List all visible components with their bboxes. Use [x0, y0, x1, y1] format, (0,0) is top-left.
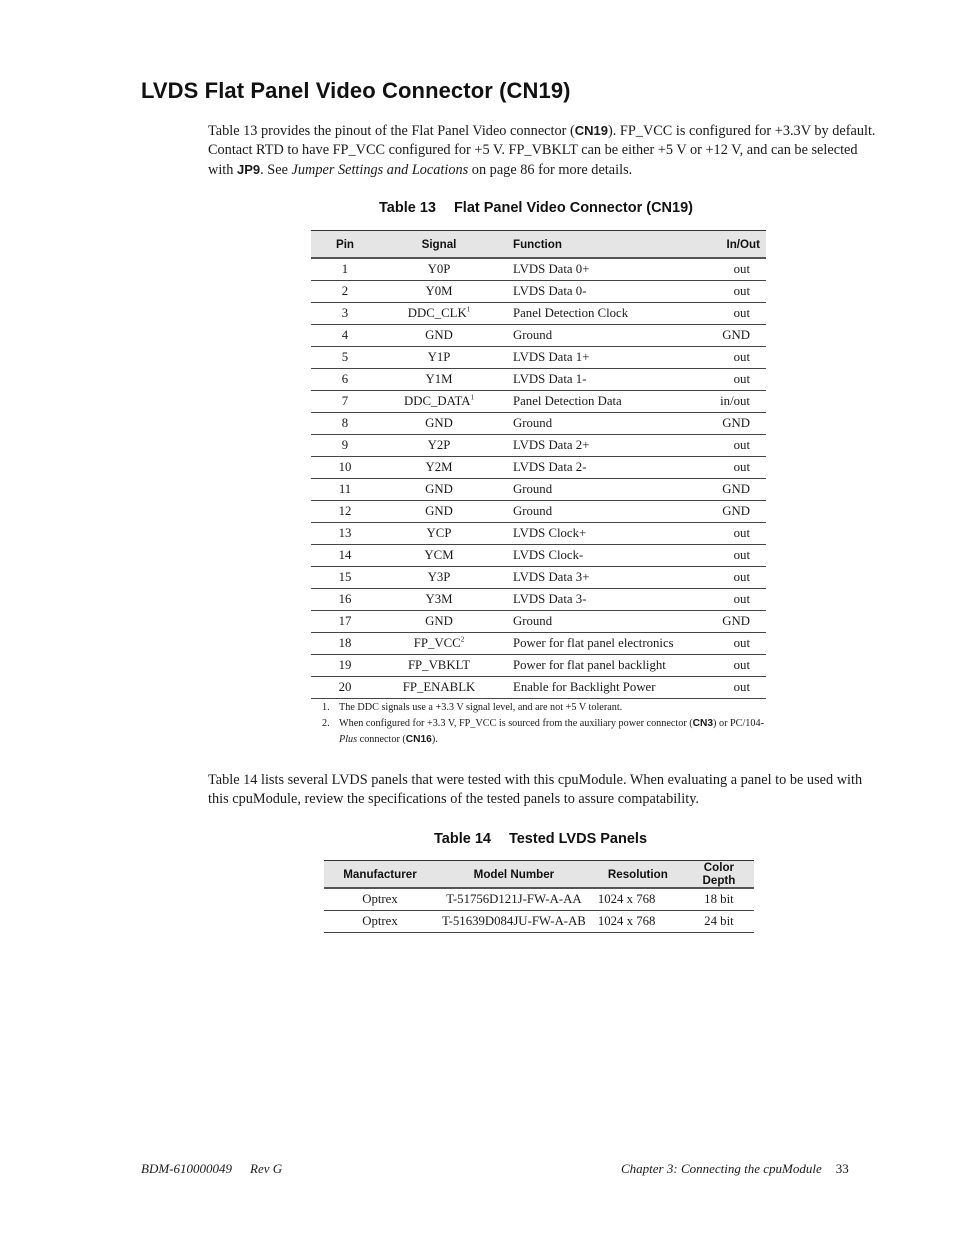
signal-name: Y1M	[425, 372, 453, 386]
pin-cell: 6	[311, 369, 379, 391]
table-header-row	[324, 861, 754, 889]
caption-title: Flat Panel Video Connector (CN19)	[453, 200, 693, 216]
footnote-segment: When configured for +3.3 V, FP_VCC is sourced from the auxiliary power connector (	[339, 718, 693, 729]
direction-cell: out	[690, 589, 766, 611]
intro-link-text: Jumper Settings and Locations	[291, 162, 469, 178]
table-row	[311, 413, 766, 435]
footnote-bold: CN3	[692, 718, 714, 729]
intro-text: on page 86 for more details.	[468, 162, 633, 178]
table-row	[311, 567, 766, 589]
pin-cell: 16	[311, 589, 379, 611]
pin-cell: 18	[311, 633, 379, 655]
table13-caption	[379, 200, 693, 216]
signal-cell	[379, 347, 499, 369]
pin-cell: 8	[311, 413, 379, 435]
signal-name: Y3M	[425, 592, 453, 606]
footnote	[322, 700, 772, 716]
table-row	[311, 523, 766, 545]
direction-cell: GND	[690, 501, 766, 523]
signal-cell	[379, 633, 499, 655]
color-depth-cell: 24 bit	[684, 911, 754, 933]
pin-cell: 13	[311, 523, 379, 545]
signal-cell	[379, 413, 499, 435]
caption-number: Table 14	[434, 831, 491, 847]
table-row	[311, 633, 766, 655]
signal-name: FP_ENABLK	[402, 680, 476, 694]
function-cell: LVDS Data 3-	[499, 589, 690, 611]
pin-cell: 12	[311, 501, 379, 523]
footnote-segment: ).	[431, 734, 438, 745]
resolution-cell: 1024 x 768	[592, 888, 684, 911]
table-row	[311, 545, 766, 567]
footnote	[322, 716, 772, 748]
table-row	[311, 347, 766, 369]
column-header: In/Out	[690, 231, 766, 259]
signal-name: GND	[425, 328, 453, 342]
pin-cell: 7	[311, 391, 379, 413]
table-row	[311, 391, 766, 413]
signal-name: GND	[425, 504, 453, 518]
function-cell: Power for flat panel backlight	[499, 655, 690, 677]
intro-text: ). FP_VCC is configured for +3.3V by default. Contact RTD to have FP_VCC configured for +5 V. FP_VBKLT can be either +5 V or +12 V, and can be selected with	[208, 123, 876, 178]
table-row	[311, 611, 766, 633]
direction-cell: out	[690, 655, 766, 677]
signal-name: FP_VCC	[413, 636, 461, 650]
tested-panels-table	[324, 860, 754, 933]
table-row	[311, 589, 766, 611]
direction-cell: out	[690, 633, 766, 655]
direction-cell: out	[690, 258, 766, 281]
pin-cell: 19	[311, 655, 379, 677]
document-number: BDM-610000049	[141, 1161, 232, 1176]
signal-cell	[379, 567, 499, 589]
signal-cell	[379, 435, 499, 457]
footnote-text	[339, 716, 772, 748]
manufacturer-cell: Optrex	[324, 888, 436, 911]
model-cell: T-51639D084JU-FW-A-AB	[436, 911, 592, 933]
pin-cell: 17	[311, 611, 379, 633]
column-header: Color Depth	[684, 861, 754, 889]
intro-bold: CN19	[574, 123, 608, 138]
table-footnotes	[322, 700, 772, 748]
table-row	[311, 655, 766, 677]
function-cell: Ground	[499, 479, 690, 501]
signal-cell	[379, 479, 499, 501]
pin-cell: 20	[311, 677, 379, 699]
resolution-cell: 1024 x 768	[592, 911, 684, 933]
pin-cell: 11	[311, 479, 379, 501]
direction-cell: out	[690, 435, 766, 457]
function-cell: Ground	[499, 611, 690, 633]
column-header: Resolution	[592, 861, 684, 889]
function-cell: LVDS Data 1-	[499, 369, 690, 391]
footnote-italic: Plus	[339, 734, 358, 745]
table-row	[311, 479, 766, 501]
table14-caption	[434, 831, 647, 847]
table-body	[311, 258, 766, 699]
function-cell: LVDS Data 2-	[499, 457, 690, 479]
column-header: Model Number	[436, 861, 592, 889]
footnote-marker: 1	[466, 305, 471, 314]
pin-cell: 2	[311, 281, 379, 303]
signal-cell	[379, 391, 499, 413]
direction-cell: GND	[690, 611, 766, 633]
footnote-text: The DDC signals use a +3.3 V signal level, and are not +5 V tolerant.	[339, 702, 623, 713]
table-row	[324, 888, 754, 911]
direction-cell: GND	[690, 479, 766, 501]
footnote-number: 2.	[322, 718, 330, 729]
function-cell: Enable for Backlight Power	[499, 677, 690, 699]
column-header: Manufacturer	[324, 861, 436, 889]
pin-cell: 10	[311, 457, 379, 479]
table-row	[311, 501, 766, 523]
function-cell: LVDS Data 1+	[499, 347, 690, 369]
direction-cell: out	[690, 677, 766, 699]
signal-cell	[379, 325, 499, 347]
signal-cell	[379, 369, 499, 391]
function-cell: Panel Detection Data	[499, 391, 690, 413]
pin-cell: 1	[311, 258, 379, 281]
footnote-segment: connector (	[357, 734, 406, 745]
intro-paragraph	[208, 121, 876, 180]
function-cell: Panel Detection Clock	[499, 303, 690, 325]
pin-cell: 4	[311, 325, 379, 347]
direction-cell: out	[690, 567, 766, 589]
column-header: Signal	[379, 231, 499, 259]
function-cell: LVDS Data 0+	[499, 258, 690, 281]
table-row	[311, 369, 766, 391]
signal-cell	[379, 303, 499, 325]
caption-number: Table 13	[379, 200, 436, 216]
manufacturer-cell: Optrex	[324, 911, 436, 933]
function-cell: LVDS Data 2+	[499, 435, 690, 457]
signal-cell	[379, 677, 499, 699]
pin-cell: 14	[311, 545, 379, 567]
function-cell: Ground	[499, 325, 690, 347]
pin-cell: 15	[311, 567, 379, 589]
direction-cell: out	[690, 545, 766, 567]
signal-name: Y0M	[425, 284, 453, 298]
direction-cell: out	[690, 347, 766, 369]
direction-cell: out	[690, 303, 766, 325]
direction-cell: in/out	[690, 391, 766, 413]
footnote-marker: 2	[460, 635, 465, 644]
table-row	[311, 325, 766, 347]
function-cell: LVDS Data 3+	[499, 567, 690, 589]
function-cell: Ground	[499, 501, 690, 523]
direction-cell: GND	[690, 325, 766, 347]
direction-cell: GND	[690, 413, 766, 435]
signal-name: DDC_CLK	[407, 306, 467, 320]
footer-chapter	[621, 1161, 849, 1177]
table-row	[311, 677, 766, 699]
signal-name: YCM	[424, 548, 454, 562]
footnote-segment: ) or PC/104-	[713, 718, 764, 729]
function-cell: LVDS Clock-	[499, 545, 690, 567]
signal-cell	[379, 655, 499, 677]
pinout-table	[311, 230, 766, 699]
signal-cell	[379, 501, 499, 523]
signal-cell	[379, 589, 499, 611]
caption-title: Tested LVDS Panels	[508, 831, 648, 847]
intro-bold: JP9	[237, 162, 261, 177]
signal-name: Y3P	[427, 570, 451, 584]
chapter-title: Chapter 3: Connecting the cpuModule	[621, 1161, 822, 1176]
signal-cell	[379, 523, 499, 545]
signal-name: Y0P	[427, 262, 451, 276]
signal-name: YCP	[426, 526, 452, 540]
signal-cell	[379, 611, 499, 633]
signal-name: Y1P	[427, 350, 451, 364]
signal-cell	[379, 258, 499, 281]
signal-name: FP_VBKLT	[407, 658, 471, 672]
table-row	[324, 911, 754, 933]
pin-cell: 9	[311, 435, 379, 457]
color-depth-cell: 18 bit	[684, 888, 754, 911]
function-cell: LVDS Clock+	[499, 523, 690, 545]
signal-name: GND	[425, 482, 453, 496]
revision: Rev G	[250, 1161, 283, 1176]
direction-cell: out	[690, 457, 766, 479]
function-cell: Power for flat panel electronics	[499, 633, 690, 655]
column-header: Function	[499, 231, 690, 259]
pin-cell: 5	[311, 347, 379, 369]
function-cell: Ground	[499, 413, 690, 435]
signal-cell	[379, 545, 499, 567]
table-header-row	[311, 231, 766, 259]
intro-text: . See	[260, 162, 292, 178]
footnote-bold: CN16	[405, 734, 432, 745]
page-number: 33	[835, 1161, 849, 1176]
direction-cell: out	[690, 523, 766, 545]
footnote-marker: 1	[470, 393, 474, 402]
direction-cell: out	[690, 281, 766, 303]
direction-cell: out	[690, 369, 766, 391]
signal-cell	[379, 457, 499, 479]
column-header: Pin	[311, 231, 379, 259]
table-row	[311, 457, 766, 479]
pin-cell: 3	[311, 303, 379, 325]
table-row	[311, 303, 766, 325]
signal-name: GND	[425, 614, 453, 628]
signal-name: Y2M	[425, 460, 453, 474]
table-row	[311, 281, 766, 303]
signal-name: Y2P	[427, 438, 451, 452]
panels-paragraph: Table 14 lists several LVDS panels that were tested with this cpuModule. When evaluating a panel to be used with this cpuModule, review the specifications of the tested panels to assure compatability.	[208, 772, 863, 807]
page-title: LVDS Flat Panel Video Connector (CN19)	[141, 78, 571, 103]
intro-text: Table 13 provides the pinout of the Flat Panel Video connector (	[208, 123, 575, 139]
signal-name: GND	[425, 416, 453, 430]
signal-cell	[379, 281, 499, 303]
signal-name: DDC_DATA	[403, 394, 471, 408]
function-cell: LVDS Data 0-	[499, 281, 690, 303]
table-row	[311, 435, 766, 457]
model-cell: T-51756D121J-FW-A-AA	[436, 888, 592, 911]
footnote-number: 1.	[322, 702, 330, 713]
footer-doc-id	[141, 1161, 282, 1177]
table-row	[311, 258, 766, 281]
